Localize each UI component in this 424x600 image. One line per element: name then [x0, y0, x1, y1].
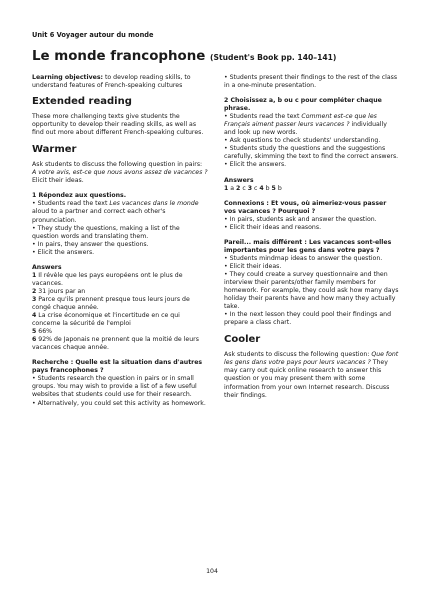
exercise-2-bullet	[224, 113, 400, 137]
answer-item	[32, 328, 208, 336]
exercise-1-bullet: • Elicit the answers.	[32, 248, 95, 256]
recherche-heading: Recherche : Quelle est la situation dans d'autres pays francophones ?	[32, 359, 203, 375]
answer-number: 1	[224, 184, 229, 192]
pareil-bullet: • Students mindmap ideas to answer the question.	[224, 254, 383, 262]
answer-text: 31 jours par an	[36, 287, 86, 295]
answer-text: c	[252, 184, 260, 192]
answer-text: a	[228, 184, 237, 192]
cooler-text-2: They may carry out quick online research to answer this question or you may present them with some information from your own Internet research. Discuss their findings.	[224, 359, 390, 399]
answer-text: b	[263, 184, 272, 192]
ex1-text-title: Les vacances dans le monde	[109, 200, 199, 208]
answer-item	[32, 296, 208, 312]
ex2-text-title: Comment est-ce que les Français aiment passer leurs vacances ?	[224, 113, 377, 129]
exercise-1-heading: 1 Répondez aux questions.	[32, 192, 127, 200]
connexions-bullet: • Elicit their ideas and reasons.	[224, 223, 322, 231]
cooler-text-1: Ask students to discuss the following question:	[224, 351, 372, 359]
extended-reading-heading: Extended reading	[32, 96, 132, 108]
answer-number: 3	[32, 295, 37, 303]
learning-objectives	[32, 74, 208, 90]
pareil-heading: Pareil... mais différent : Les vacances sont-elles importantes pour les gens dans votre pays ?	[224, 238, 392, 254]
answer-text: Il révèle que les pays européens ont le plus de vacances.	[32, 271, 183, 287]
answer-item	[32, 336, 208, 352]
answer-number: 4	[259, 184, 264, 192]
pareil-bullet: • In the next lesson they could pool their findings and prepare a class chart.	[224, 311, 391, 327]
answer-text: Parce qu'ils prennent presque tous leurs jours de congé chaque année.	[32, 295, 190, 311]
answers-2-line	[224, 185, 400, 193]
answer-text: c	[240, 184, 248, 192]
ex1-bullet-1-pre: • Students read the text	[32, 200, 110, 208]
cooler-heading: Cooler	[224, 334, 261, 346]
answer-text: La crise économique et l'incertitude en ce qui concerne la sécurité de l'emploi	[32, 312, 180, 328]
answer-item	[32, 288, 208, 296]
answers-heading: Answers	[32, 263, 62, 271]
answer-number: 1	[32, 271, 37, 279]
warmer-text-1: Ask students to discuss the following question in pairs:	[32, 161, 203, 169]
exercise-2-bullet: • Students study the questions and the suggestions carefully, skimming the text to find the correct answers.	[224, 145, 399, 161]
objectives-label: Learning objectives:	[32, 74, 104, 81]
objectives-text: to develop reading skills, to understand features of French-speaking cultures	[32, 74, 191, 90]
warmer-text	[32, 161, 208, 185]
answers-heading: Answers	[224, 176, 254, 184]
answer-number: 5	[271, 184, 276, 192]
exercise-2-bullet: • Elicit the answers.	[224, 161, 287, 169]
warmer-text-2: Elicit their ideas.	[32, 177, 84, 185]
answer-text: 92% de Japonais ne prennent que la moitié de leurs vacances chaque année.	[32, 336, 199, 352]
exercise-2-heading: 2 Choisissez a, b ou c pour compléter chaque phrase.	[224, 97, 382, 113]
exercise-1-bullet	[32, 200, 208, 224]
right-column	[224, 74, 400, 400]
pareil-bullet: • Elicit their ideas.	[224, 262, 282, 270]
exercise-2-bullet: • Ask questions to check students' understanding.	[224, 137, 381, 145]
exercise-1-bullet: • They study the questions, making a list of the question words and translating them.	[32, 224, 180, 240]
unit-label: Unit 6 Voyager autour du monde	[32, 31, 154, 39]
answer-text: 66%	[36, 328, 53, 336]
answer-item	[32, 312, 208, 328]
page-number: 104	[206, 568, 218, 575]
answer-number: 5	[32, 328, 37, 336]
warmer-heading: Warmer	[32, 144, 77, 156]
answer-number: 2	[236, 184, 241, 192]
left-column	[32, 74, 208, 408]
answer-number: 3	[247, 184, 253, 192]
connexions-heading: Connexions : Et vous, où aimeriez-vous passer vos vacances ? Pourquoi ?	[224, 199, 387, 215]
answer-number: 2	[32, 287, 37, 295]
ex1-bullet-1-post: aloud to a partner and correct each other's pronunciation.	[32, 208, 166, 224]
exercise-1-bullet: • In pairs, they answer the questions.	[32, 240, 149, 248]
warmer-question: A votre avis, est-ce que nous avons assez de vacances ?	[32, 169, 208, 177]
recherche-bullet: • Students research the question in pairs or in small groups. You may wish to provide a list of a few useful websites that students could use for their research.	[32, 375, 197, 399]
pareil-bullet: • They could create a survey questionnaire and then interview their parents/other family members for homework. For example, they could ask how many days holiday their parents have and how many they actually take.	[224, 270, 399, 311]
cooler-text	[224, 351, 400, 399]
answer-item	[32, 272, 208, 288]
cooler-question: Que font les gens dans votre pays pour leurs vacances ?	[224, 351, 399, 367]
answer-number: 6	[32, 336, 37, 344]
title-book-reference: (Student's Book pp. 140–141)	[210, 53, 337, 62]
title-text: Le monde francophone	[32, 49, 206, 64]
answer-number: 4	[32, 312, 37, 320]
extended-reading-text: These more challenging texts give students the opportunity to develop their reading skills, as well as find out more about different French-speaking cultures.	[32, 113, 204, 137]
ex2-bullet-1-post: individually and look up new words.	[224, 121, 387, 137]
presentation-bullet: • Students present their findings to the rest of the class in a one-minute presentation.	[224, 74, 398, 90]
recherche-bullet: • Alternatively, you could set this activity as homework.	[32, 399, 206, 407]
page-title	[32, 49, 336, 64]
connexions-bullet: • In pairs, students ask and answer the question.	[224, 215, 377, 223]
answer-text: b	[275, 184, 282, 192]
ex2-bullet-1-pre: • Students read the text	[224, 113, 302, 121]
